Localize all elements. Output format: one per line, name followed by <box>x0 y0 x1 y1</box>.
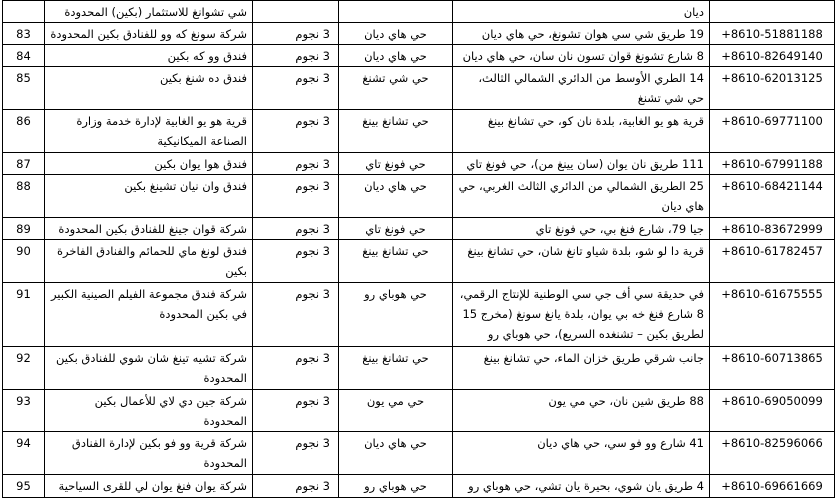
row-address-cell: في حديقة سي أف جي سي الوطنية للإنتاج الرقمي، 8 شارع فنغ خه بي يوان، بلدة يانغ سونغ (مخرج 15 لطريق بكين – تشنغده السريع)، حي هوباي رو <box>453 283 710 347</box>
row-id-cell: 83 <box>3 23 45 45</box>
row-name-cell: فندق لونغ ماي للحمائم والفنادق الفاخرة بكين <box>45 240 253 283</box>
table-row <box>3 218 835 240</box>
row-address-cell: 41 شارع وو فو سي، حي هاي ديان <box>453 432 710 475</box>
table-row <box>3 110 835 153</box>
table-row <box>3 175 835 218</box>
row-id-cell: 87 <box>3 153 45 175</box>
row-name-cell: شركة فندق مجموعة الفيلم الصينية الكبير في بكين المحدودة <box>45 283 253 347</box>
row-address-cell: جيا 79، شارع فنغ بي، حي فونغ تاي <box>453 218 710 240</box>
row-stars-cell: 3 نجوم <box>253 175 339 218</box>
table-row <box>3 347 835 390</box>
row-id-cell: 84 <box>3 45 45 67</box>
row-name-cell: فندق وان نيان تشينغ بكين <box>45 175 253 218</box>
row-district-cell: حي مي يون <box>339 390 453 432</box>
row-stars-cell: 3 نجوم <box>253 218 339 240</box>
row-stars-cell: 3 نجوم <box>253 240 339 283</box>
row-district-cell: حي شي تشنغ <box>339 67 453 110</box>
row-phone-cell: +8610-61675555 <box>710 283 835 347</box>
row-stars-cell: 3 نجوم <box>253 283 339 347</box>
header-district-cell <box>339 1 453 23</box>
row-address-cell: 88 طريق شين نان، حي مي يون <box>453 390 710 432</box>
row-district-cell: حي هاي ديان <box>339 432 453 475</box>
row-id-cell: 90 <box>3 240 45 283</box>
row-id-cell: 86 <box>3 110 45 153</box>
row-name-cell: شركة تشيه تينغ شان شوي للفنادق بكين المحدودة <box>45 347 253 390</box>
row-district-cell: حي هوباي رو <box>339 475 453 498</box>
row-address-cell: 8 شارع تشونغ قوان تسون نان سان، حي هاي ديان <box>453 45 710 67</box>
row-district-cell: حي تشانغ بينغ <box>339 347 453 390</box>
row-id-cell: 88 <box>3 175 45 218</box>
row-district-cell: حي فونغ تاي <box>339 218 453 240</box>
row-phone-cell: +8610-82596066 <box>710 432 835 475</box>
row-name-cell: فندق وو كه بكين <box>45 45 253 67</box>
row-stars-cell: 3 نجوم <box>253 67 339 110</box>
row-district-cell: حي هاي ديان <box>339 23 453 45</box>
row-address-cell: 19 طريق شي سي هوان تشونغ، حي هاي ديان <box>453 23 710 45</box>
hotel-table <box>2 0 835 498</box>
table-row <box>3 45 835 67</box>
table-row <box>3 283 835 347</box>
header-stars-cell <box>253 1 339 23</box>
header-address-cell: ديان <box>453 1 710 23</box>
row-stars-cell: 3 نجوم <box>253 432 339 475</box>
row-name-cell: فندق ده شنغ بكين <box>45 67 253 110</box>
row-id-cell: 95 <box>3 475 45 498</box>
row-phone-cell: +8610-62013125 <box>710 67 835 110</box>
row-district-cell: حي هاي ديان <box>339 45 453 67</box>
header-name-cell: شي تشوانغ للاستثمار (بكين) المحدودة <box>45 1 253 23</box>
row-phone-cell: +8610-83672999 <box>710 218 835 240</box>
row-phone-cell: +8610-61782457 <box>710 240 835 283</box>
row-id-cell: 93 <box>3 390 45 432</box>
row-name-cell: شركة جين دي لاي للأعمال بكين المحدودة <box>45 390 253 432</box>
row-id-cell: 94 <box>3 432 45 475</box>
row-phone-cell: +8610-69661669 <box>710 475 835 498</box>
row-name-cell: قرية هو يو الغابية لإدارة خدمة وزارة الصناعة الميكانيكية <box>45 110 253 153</box>
row-name-cell: شركة قوان جينغ للفنادق بكين المحدودة <box>45 218 253 240</box>
table-row <box>3 23 835 45</box>
row-stars-cell: 3 نجوم <box>253 45 339 67</box>
row-phone-cell: +8610-67991188 <box>710 153 835 175</box>
row-address-cell: قرية هو يو الغابية، بلدة نان كو، حي تشانغ بينغ <box>453 110 710 153</box>
row-district-cell: حي تشانغ بينغ <box>339 240 453 283</box>
row-phone-cell: +8610-82649140 <box>710 45 835 67</box>
row-phone-cell: +8610-69050099 <box>710 390 835 432</box>
table-row <box>3 390 835 432</box>
row-address-cell: قرية دا لو شو، بلدة شياو تانغ شان، حي تشانغ بينغ <box>453 240 710 283</box>
row-id-cell: 85 <box>3 67 45 110</box>
row-stars-cell: 3 نجوم <box>253 23 339 45</box>
row-id-cell: 92 <box>3 347 45 390</box>
row-address-cell: 14 الطري الأوسط من الدائري الشمالي الثالث، حي شي تشنغ <box>453 67 710 110</box>
row-phone-cell: +8610-51881188 <box>710 23 835 45</box>
row-name-cell: شركة يوان فنغ يوان لي للقرى السياحية <box>45 475 253 498</box>
table-row <box>3 67 835 110</box>
header-phone-cell <box>710 1 835 23</box>
table-row <box>3 240 835 283</box>
row-address-cell: 25 الطريق الشمالي من الدائري الثالث الغربي، حي هاي ديان <box>453 175 710 218</box>
row-district-cell: حي فونغ تاي <box>339 153 453 175</box>
row-id-cell: 89 <box>3 218 45 240</box>
row-name-cell: شركة قرية وو فو بكين لإدارة الفنادق المحدودة <box>45 432 253 475</box>
row-address-cell: 111 طريق نان يوان (سان يينغ من)، حي فونغ تاي <box>453 153 710 175</box>
row-stars-cell: 3 نجوم <box>253 110 339 153</box>
row-stars-cell: 3 نجوم <box>253 153 339 175</box>
row-stars-cell: 3 نجوم <box>253 390 339 432</box>
table-row <box>3 153 835 175</box>
row-district-cell: حي هوباي رو <box>339 283 453 347</box>
row-phone-cell: +8610-69771100 <box>710 110 835 153</box>
row-phone-cell: +8610-60713865 <box>710 347 835 390</box>
row-stars-cell: 3 نجوم <box>253 475 339 498</box>
header-id-cell <box>3 1 45 23</box>
row-id-cell: 91 <box>3 283 45 347</box>
row-stars-cell: 3 نجوم <box>253 347 339 390</box>
row-name-cell: شركة سونغ كه وو للفنادق بكين المحدودة <box>45 23 253 45</box>
row-district-cell: حي تشانغ بينغ <box>339 110 453 153</box>
row-address-cell: جانب شرقي طريق خزان الماء، حي تشانغ بينغ <box>453 347 710 390</box>
row-address-cell: 4 طريق يان شوي، بحيرة يان تشي، حي هوباي رو <box>453 475 710 498</box>
table-header-row <box>3 1 835 23</box>
table-row <box>3 475 835 498</box>
row-name-cell: فندق هوا يوان بكين <box>45 153 253 175</box>
row-district-cell: حي هاي ديان <box>339 175 453 218</box>
table-row <box>3 432 835 475</box>
hotel-table-body <box>3 1 835 498</box>
row-phone-cell: +8610-68421144 <box>710 175 835 218</box>
